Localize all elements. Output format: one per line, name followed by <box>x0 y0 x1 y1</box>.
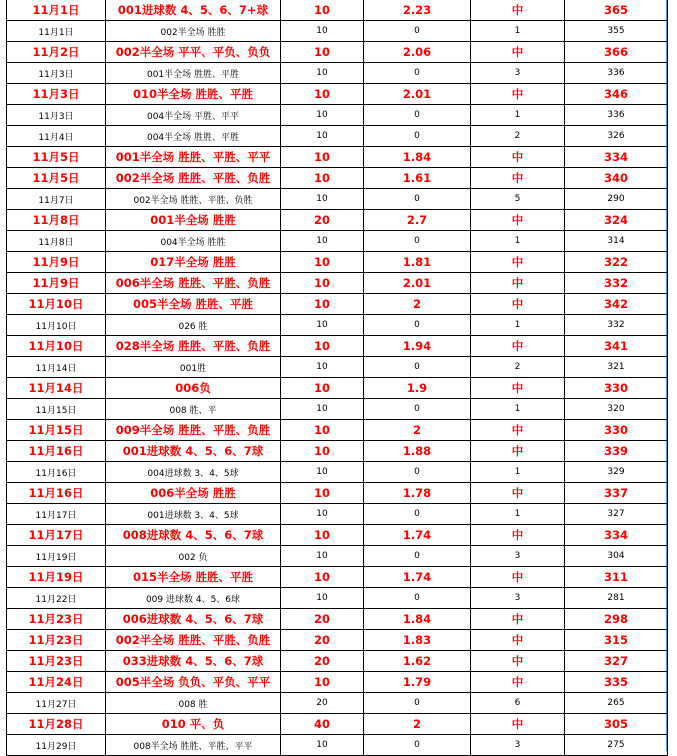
odds-cell: 1.62 <box>364 651 471 672</box>
total-cell: 334 <box>565 525 668 546</box>
date-cell: 11月1日 <box>7 21 106 42</box>
stake-cell: 10 <box>281 546 364 567</box>
odds-cell: 1.79 <box>364 672 471 693</box>
pick-cell: 033进球数 4、5、6、7球 <box>106 651 281 672</box>
odds-cell: 1.94 <box>364 336 471 357</box>
pick-cell: 008 胜 <box>106 693 281 714</box>
date-cell: 11月23日 <box>7 651 106 672</box>
odds-cell: 2.06 <box>364 42 471 63</box>
total-cell: 281 <box>565 588 668 609</box>
result-cell: 6 <box>471 693 565 714</box>
table-row <box>7 693 668 714</box>
stake-cell: 10 <box>281 378 364 399</box>
pick-cell: 001半全场 胜胜、平胜、平平 <box>106 147 281 168</box>
odds-cell: 0 <box>364 546 471 567</box>
stake-cell: 10 <box>281 105 364 126</box>
odds-cell: 0 <box>364 105 471 126</box>
date-cell: 11月16日 <box>7 441 106 462</box>
date-cell: 11月28日 <box>7 714 106 735</box>
date-cell: 11月27日 <box>7 693 106 714</box>
result-cell: 中 <box>471 84 565 105</box>
result-cell: 中 <box>471 378 565 399</box>
date-cell: 11月5日 <box>7 168 106 189</box>
stake-cell: 10 <box>281 588 364 609</box>
stake-cell: 10 <box>281 336 364 357</box>
odds-cell: 2 <box>364 714 471 735</box>
table-row <box>7 567 668 588</box>
total-cell: 339 <box>565 441 668 462</box>
total-cell: 290 <box>565 189 668 210</box>
odds-cell: 2 <box>364 294 471 315</box>
table-row <box>7 273 668 294</box>
date-cell: 11月17日 <box>7 525 106 546</box>
table-row <box>7 210 668 231</box>
pick-cell: 009 进球数 4、5、6球 <box>106 588 281 609</box>
odds-cell: 1.84 <box>364 609 471 630</box>
total-cell: 334 <box>565 147 668 168</box>
result-cell: 中 <box>471 441 565 462</box>
result-cell: 1 <box>471 399 565 420</box>
table-row <box>7 462 668 483</box>
table-row <box>7 357 668 378</box>
total-cell: 314 <box>565 231 668 252</box>
table-row <box>7 441 668 462</box>
table-row <box>7 630 668 651</box>
stake-cell: 10 <box>281 483 364 504</box>
date-cell: 11月10日 <box>7 336 106 357</box>
result-cell: 中 <box>471 525 565 546</box>
date-cell: 11月15日 <box>7 399 106 420</box>
pick-cell: 026 胜 <box>106 315 281 336</box>
total-cell: 327 <box>565 651 668 672</box>
total-cell: 326 <box>565 126 668 147</box>
table-row <box>7 546 668 567</box>
stake-cell: 10 <box>281 63 364 84</box>
table-row <box>7 63 668 84</box>
total-cell: 305 <box>565 714 668 735</box>
stake-cell: 10 <box>281 504 364 525</box>
result-cell: 中 <box>471 420 565 441</box>
date-cell: 11月22日 <box>7 588 106 609</box>
total-cell: 320 <box>565 399 668 420</box>
table-row <box>7 714 668 735</box>
total-cell: 340 <box>565 168 668 189</box>
stake-cell: 10 <box>281 42 364 63</box>
pick-cell: 009半全场 胜胜、平胜、负胜 <box>106 420 281 441</box>
table-row <box>7 588 668 609</box>
stake-cell: 10 <box>281 294 364 315</box>
total-cell: 366 <box>565 42 668 63</box>
pick-cell: 008进球数 4、5、6、7球 <box>106 525 281 546</box>
odds-cell: 0 <box>364 735 471 756</box>
result-cell: 中 <box>471 672 565 693</box>
date-cell: 11月3日 <box>7 84 106 105</box>
betting-record-table <box>6 0 668 756</box>
pick-cell: 004半全场 胜胜、平胜 <box>106 126 281 147</box>
total-cell: 336 <box>565 105 668 126</box>
result-cell: 中 <box>471 0 565 21</box>
stake-cell: 40 <box>281 714 364 735</box>
table-row <box>7 525 668 546</box>
odds-cell: 0 <box>364 504 471 525</box>
pick-cell: 001进球数 4、5、6、7球 <box>106 441 281 462</box>
date-cell: 11月1日 <box>7 0 106 21</box>
stake-cell: 10 <box>281 735 364 756</box>
date-cell: 11月17日 <box>7 504 106 525</box>
odds-cell: 0 <box>364 63 471 84</box>
pick-cell: 001进球数 4、5、6、7+球 <box>106 0 281 21</box>
odds-cell: 0 <box>364 588 471 609</box>
table-row <box>7 252 668 273</box>
total-cell: 355 <box>565 21 668 42</box>
total-cell: 327 <box>565 504 668 525</box>
total-cell: 324 <box>565 210 668 231</box>
result-cell: 中 <box>471 168 565 189</box>
pick-cell: 010 平、负 <box>106 714 281 735</box>
result-cell: 中 <box>471 336 565 357</box>
odds-cell: 1.81 <box>364 252 471 273</box>
pick-cell: 004进球数 3、4、5球 <box>106 462 281 483</box>
pick-cell: 006半全场 胜胜、平胜、负胜 <box>106 273 281 294</box>
pick-cell: 006半全场 胜胜 <box>106 483 281 504</box>
result-cell: 中 <box>471 483 565 504</box>
table-row <box>7 21 668 42</box>
table-row <box>7 504 668 525</box>
pick-cell: 001进球数 3、4、5球 <box>106 504 281 525</box>
date-cell: 11月15日 <box>7 420 106 441</box>
date-cell: 11月3日 <box>7 105 106 126</box>
table-row <box>7 672 668 693</box>
table-row <box>7 651 668 672</box>
result-cell: 中 <box>471 252 565 273</box>
odds-cell: 0 <box>364 21 471 42</box>
odds-cell: 0 <box>364 357 471 378</box>
result-cell: 3 <box>471 735 565 756</box>
date-cell: 11月14日 <box>7 378 106 399</box>
odds-cell: 2 <box>364 420 471 441</box>
result-cell: 中 <box>471 651 565 672</box>
pick-cell: 006负 <box>106 378 281 399</box>
result-cell: 5 <box>471 189 565 210</box>
result-cell: 1 <box>471 462 565 483</box>
pick-cell: 008 胜、平 <box>106 399 281 420</box>
date-cell: 11月8日 <box>7 210 106 231</box>
result-cell: 中 <box>471 609 565 630</box>
total-cell: 330 <box>565 378 668 399</box>
odds-cell: 2.01 <box>364 84 471 105</box>
result-cell: 中 <box>471 630 565 651</box>
date-cell: 11月4日 <box>7 126 106 147</box>
table-row <box>7 336 668 357</box>
result-cell: 1 <box>471 504 565 525</box>
date-cell: 11月2日 <box>7 42 106 63</box>
stake-cell: 20 <box>281 210 364 231</box>
stake-cell: 10 <box>281 273 364 294</box>
date-cell: 11月8日 <box>7 231 106 252</box>
table-row <box>7 0 668 21</box>
table-row <box>7 399 668 420</box>
stake-cell: 10 <box>281 672 364 693</box>
date-cell: 11月3日 <box>7 63 106 84</box>
pick-cell: 004半全场 平胜、平平 <box>106 105 281 126</box>
table-body <box>7 0 668 756</box>
odds-cell: 1.9 <box>364 378 471 399</box>
table-row <box>7 105 668 126</box>
odds-cell: 1.74 <box>364 567 471 588</box>
pick-cell: 028半全场 胜胜、平胜、负胜 <box>106 336 281 357</box>
table-row <box>7 231 668 252</box>
stake-cell: 10 <box>281 126 364 147</box>
pick-cell: 005半全场 胜胜、平胜 <box>106 294 281 315</box>
result-cell: 1 <box>471 21 565 42</box>
pick-cell: 002 负 <box>106 546 281 567</box>
result-cell: 中 <box>471 294 565 315</box>
date-cell: 11月10日 <box>7 294 106 315</box>
table-row <box>7 609 668 630</box>
total-cell: 336 <box>565 63 668 84</box>
odds-cell: 0 <box>364 231 471 252</box>
table-row <box>7 483 668 504</box>
result-cell: 3 <box>471 63 565 84</box>
date-cell: 11月23日 <box>7 609 106 630</box>
date-cell: 11月9日 <box>7 252 106 273</box>
date-cell: 11月19日 <box>7 567 106 588</box>
odds-cell: 0 <box>364 462 471 483</box>
result-cell: 中 <box>471 147 565 168</box>
odds-cell: 0 <box>364 693 471 714</box>
table-row <box>7 315 668 336</box>
date-cell: 11月10日 <box>7 315 106 336</box>
stake-cell: 10 <box>281 441 364 462</box>
result-cell: 3 <box>471 546 565 567</box>
total-cell: 332 <box>565 315 668 336</box>
result-cell: 2 <box>471 126 565 147</box>
table-row <box>7 168 668 189</box>
stake-cell: 10 <box>281 315 364 336</box>
date-cell: 11月19日 <box>7 546 106 567</box>
total-cell: 321 <box>565 357 668 378</box>
total-cell: 346 <box>565 84 668 105</box>
total-cell: 342 <box>565 294 668 315</box>
odds-cell: 1.88 <box>364 441 471 462</box>
odds-cell: 1.61 <box>364 168 471 189</box>
pick-cell: 010半全场 胜胜、平胜 <box>106 84 281 105</box>
total-cell: 329 <box>565 462 668 483</box>
result-cell: 中 <box>471 567 565 588</box>
stake-cell: 10 <box>281 462 364 483</box>
total-cell: 341 <box>565 336 668 357</box>
table-row <box>7 378 668 399</box>
odds-cell: 1.74 <box>364 525 471 546</box>
odds-cell: 0 <box>364 315 471 336</box>
stake-cell: 20 <box>281 609 364 630</box>
odds-cell: 0 <box>364 399 471 420</box>
odds-cell: 1.78 <box>364 483 471 504</box>
pick-cell: 002半全场 平平、平负、负负 <box>106 42 281 63</box>
total-cell: 265 <box>565 693 668 714</box>
pick-cell: 002半全场 胜胜 <box>106 21 281 42</box>
table-row <box>7 147 668 168</box>
date-cell: 11月29日 <box>7 735 106 756</box>
result-cell: 1 <box>471 105 565 126</box>
date-cell: 11月7日 <box>7 189 106 210</box>
table-row <box>7 126 668 147</box>
stake-cell: 10 <box>281 0 364 21</box>
stake-cell: 10 <box>281 147 364 168</box>
result-cell: 2 <box>471 357 565 378</box>
odds-cell: 2.7 <box>364 210 471 231</box>
result-cell: 中 <box>471 42 565 63</box>
total-cell: 311 <box>565 567 668 588</box>
odds-cell: 1.84 <box>364 147 471 168</box>
stake-cell: 20 <box>281 693 364 714</box>
stake-cell: 10 <box>281 21 364 42</box>
stake-cell: 10 <box>281 252 364 273</box>
total-cell: 275 <box>565 735 668 756</box>
total-cell: 322 <box>565 252 668 273</box>
table-row <box>7 420 668 441</box>
pick-cell: 001胜 <box>106 357 281 378</box>
date-cell: 11月5日 <box>7 147 106 168</box>
pick-cell: 001半全场 胜胜 <box>106 210 281 231</box>
result-cell: 中 <box>471 210 565 231</box>
pick-cell: 002半全场 胜胜、平胜、负胜 <box>106 168 281 189</box>
pick-cell: 006进球数 4、5、6、7球 <box>106 609 281 630</box>
result-cell: 中 <box>471 273 565 294</box>
pick-cell: 002半全场 胜胜、平胜、负胜 <box>106 630 281 651</box>
table-row <box>7 294 668 315</box>
stake-cell: 20 <box>281 630 364 651</box>
date-cell: 11月9日 <box>7 273 106 294</box>
stake-cell: 10 <box>281 357 364 378</box>
pick-cell: 017半全场 胜胜 <box>106 252 281 273</box>
odds-cell: 0 <box>364 126 471 147</box>
stake-cell: 10 <box>281 420 364 441</box>
stake-cell: 10 <box>281 525 364 546</box>
odds-cell: 2.23 <box>364 0 471 21</box>
stake-cell: 10 <box>281 84 364 105</box>
date-cell: 11月24日 <box>7 672 106 693</box>
stake-cell: 10 <box>281 231 364 252</box>
total-cell: 315 <box>565 630 668 651</box>
total-cell: 365 <box>565 0 668 21</box>
total-cell: 332 <box>565 273 668 294</box>
odds-cell: 0 <box>364 189 471 210</box>
table-row <box>7 42 668 63</box>
stake-cell: 10 <box>281 168 364 189</box>
total-cell: 304 <box>565 546 668 567</box>
total-cell: 337 <box>565 483 668 504</box>
date-cell: 11月14日 <box>7 357 106 378</box>
odds-cell: 2.01 <box>364 273 471 294</box>
pick-cell: 015半全场 胜胜、平胜 <box>106 567 281 588</box>
pick-cell: 005半全场 负负、平负、平平 <box>106 672 281 693</box>
stake-cell: 10 <box>281 189 364 210</box>
table-row <box>7 84 668 105</box>
date-cell: 11月23日 <box>7 630 106 651</box>
total-cell: 298 <box>565 609 668 630</box>
date-cell: 11月16日 <box>7 483 106 504</box>
pick-cell: 002半全场 胜胜、平胜、负胜 <box>106 189 281 210</box>
pick-cell: 001半全场 胜胜、平胜 <box>106 63 281 84</box>
result-cell: 3 <box>471 588 565 609</box>
table-row <box>7 735 668 756</box>
date-cell: 11月16日 <box>7 462 106 483</box>
table-row <box>7 189 668 210</box>
total-cell: 335 <box>565 672 668 693</box>
result-cell: 中 <box>471 714 565 735</box>
stake-cell: 10 <box>281 399 364 420</box>
odds-cell: 1.83 <box>364 630 471 651</box>
stake-cell: 10 <box>281 567 364 588</box>
result-cell: 1 <box>471 231 565 252</box>
stake-cell: 20 <box>281 651 364 672</box>
pick-cell: 008半全场 胜胜、平胜、平平 <box>106 735 281 756</box>
pick-cell: 004半全场 胜胜 <box>106 231 281 252</box>
total-cell: 330 <box>565 420 668 441</box>
result-cell: 1 <box>471 315 565 336</box>
